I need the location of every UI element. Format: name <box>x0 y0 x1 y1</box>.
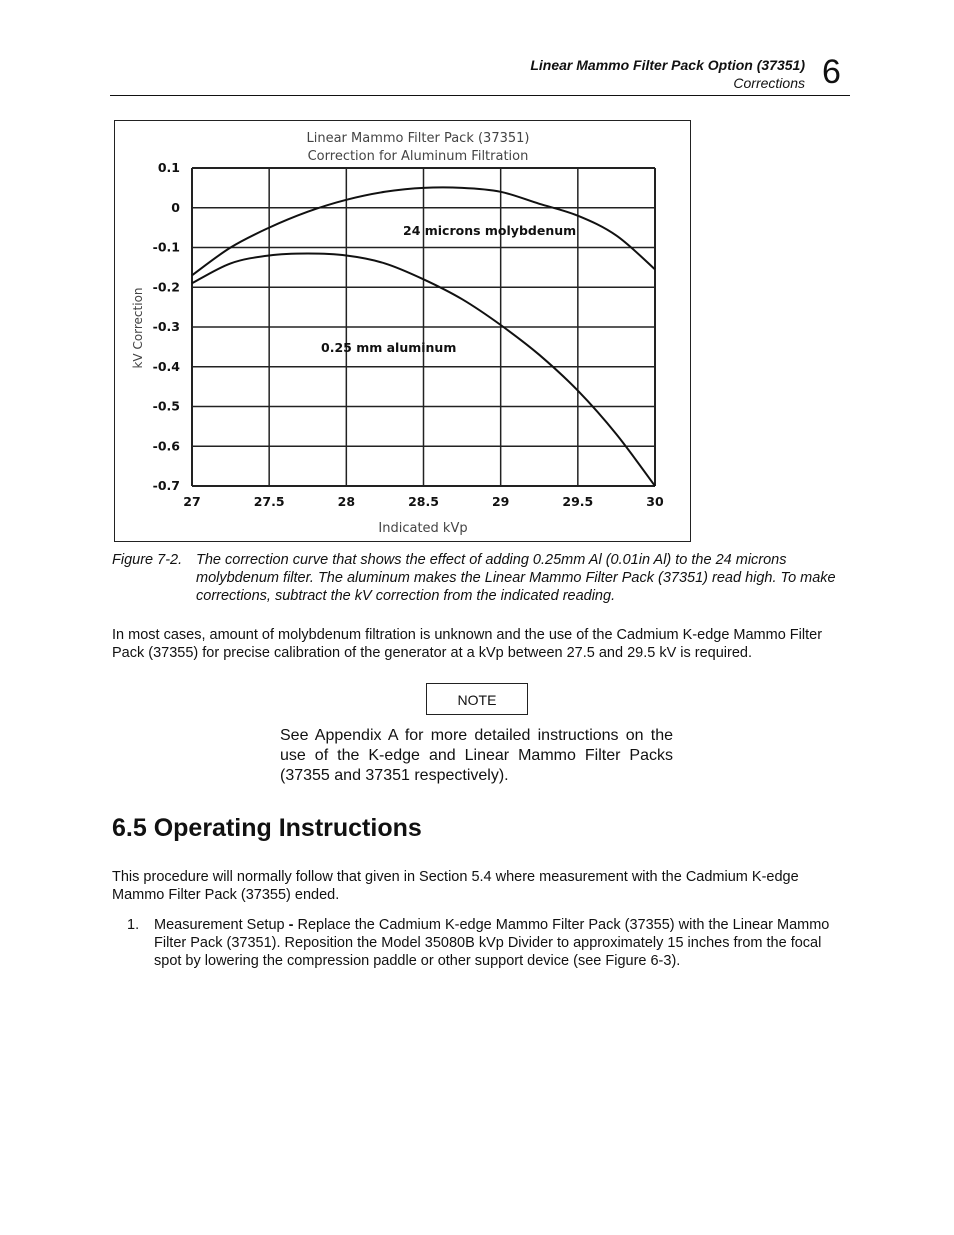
step-text: Replace the Cadmium K-edge Mammo Filter Pack (37355) with the Linear Mammo Filter Pack (37351). Reposition the Model 35080B kVp Divider to approximately 15 inches from the focal spot by lowering the compression paddle or other support device (see Figure 6-3). <box>154 917 830 969</box>
series-label-molybdenum: 24 microns molybdenum <box>403 223 577 238</box>
x-tick-label: 29.5 <box>562 494 594 509</box>
step-dash: - <box>288 917 298 933</box>
x-tick-label: 28 <box>337 494 356 509</box>
x-tick-label: 29 <box>491 494 510 509</box>
series-label-aluminum: 0.25 mm aluminum <box>321 340 457 355</box>
chapter-number: 6 <box>822 53 841 91</box>
y-tick-label: -0.6 <box>152 438 180 454</box>
list-item <box>112 916 852 970</box>
x-tick-label: 28.5 <box>408 494 439 509</box>
chart-frame <box>114 120 691 542</box>
step-number: 1. <box>127 917 140 933</box>
y-tick-label: 0 <box>171 199 180 215</box>
running-header-title: Linear Mammo Filter Pack Option (37351) <box>530 57 805 73</box>
x-axis-label: Indicated kVp <box>378 521 468 536</box>
y-tick-label: -0.1 <box>152 239 180 255</box>
y-axis-label: kV Correction <box>131 287 145 369</box>
note-label: NOTE <box>426 683 528 715</box>
y-tick-label: -0.5 <box>152 398 180 414</box>
chart-title-line1: Linear Mammo Filter Pack (37351) <box>306 131 530 146</box>
correction-chart <box>115 121 690 541</box>
figure-number: Figure 7-2. <box>112 552 183 568</box>
header-rule <box>110 95 850 96</box>
x-tick-label: 27 <box>183 494 201 509</box>
y-tick-label: -0.7 <box>152 478 180 493</box>
x-tick-label: 30 <box>646 494 664 509</box>
y-tick-label: -0.4 <box>152 358 180 374</box>
running-header-subtitle: Corrections <box>733 75 805 91</box>
step-lead: Measurement Setup <box>154 917 289 933</box>
y-tick-label: -0.3 <box>152 319 180 334</box>
chart-title-line2: Correction for Aluminum Filtration <box>307 149 529 164</box>
intro-paragraph: In most cases, amount of molybdenum filtration is unknown and the use of the Cadmium K-edge Mammo Filter Pack (37355) for precise calibration of the generator at a kVp between 27.5 and 29.5 kV is required. <box>112 627 823 661</box>
figure-caption-text: The correction curve that shows the effect of adding 0.25mm Al (0.01in Al) to the 24 microns molybdenum filter. The aluminum makes the Linear Mammo Filter Pack (37351) read high. To make corrections, subtract the kV correction from the indicated reading. <box>196 552 836 604</box>
section-paragraph: This procedure will normally follow that given in Section 5.4 where measurement with the Cadmium K-edge Mammo Filter Pack (37355) ended. <box>112 869 799 903</box>
note-text: See Appendix A for more detailed instructions on the use of the K-edge and Linear Mammo Filter Packs (37355 and 37351 respectively). <box>280 727 673 784</box>
section-heading: 6.5 Operating Instructions <box>112 814 422 842</box>
figure-caption <box>112 551 852 605</box>
step-body <box>154 916 852 970</box>
x-tick-label: 27.5 <box>253 494 285 509</box>
y-tick-label: -0.2 <box>152 279 180 295</box>
y-tick-label: 0.1 <box>157 160 180 175</box>
